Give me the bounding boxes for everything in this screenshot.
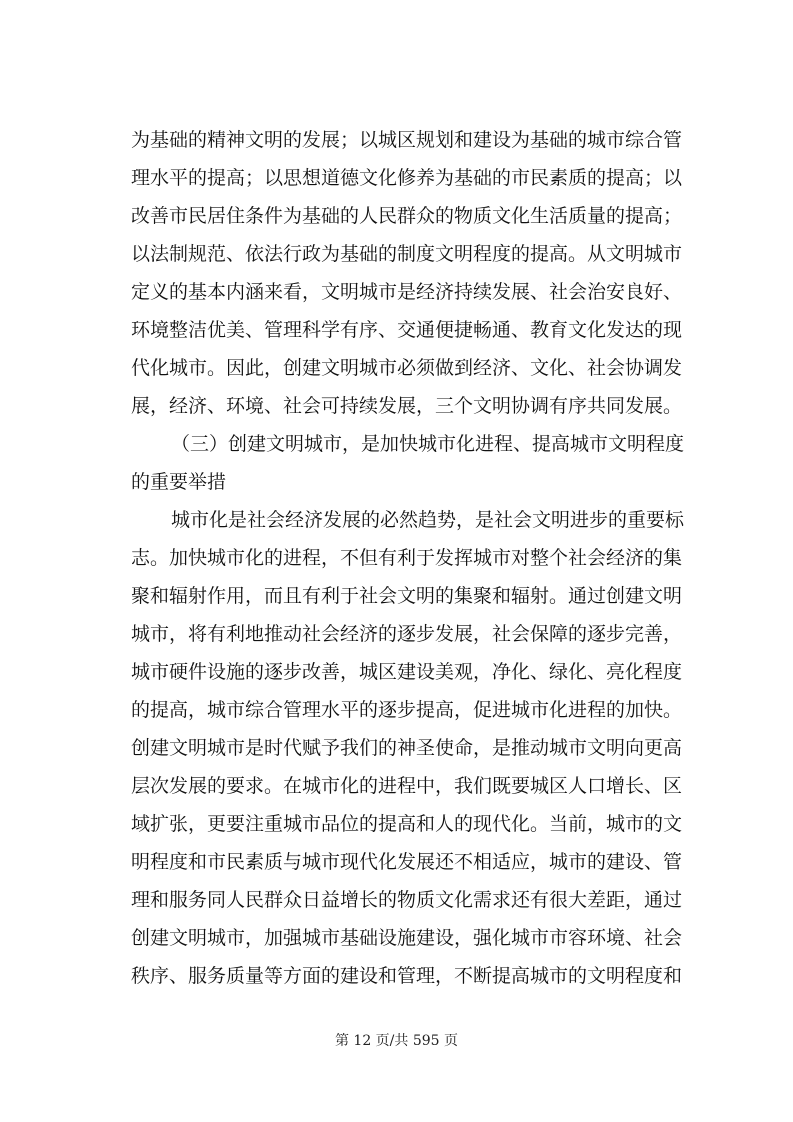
text-line: 理水平的提高；以思想道德文化修养为基础的市民素质的提高；以 <box>131 167 683 189</box>
text-line: 秩序、服务质量等方面的建设和管理，不断提高城市的文明程度和 <box>131 965 683 987</box>
text-line: 城市硬件设施的逐步改善，城区建设美观，净化、绿化、亮化程度 <box>131 661 683 683</box>
text-line: 明程度和市民素质与城市现代化发展还不相适应，城市的建设、管 <box>131 851 683 873</box>
text-line: 展，经济、环境、社会可持续发展，三个文明协调有序共同发展。 <box>131 395 683 417</box>
text-line: 定义的基本内涵来看，文明城市是经济持续发展、社会治安良好、 <box>131 281 683 303</box>
page-number-footer: 第 12 页/共 595 页 <box>334 1033 459 1049</box>
text-line: 聚和辐射作用，而且有利于社会文明的集聚和辐射。通过创建文明 <box>131 585 683 607</box>
section-heading-continuation: 的重要举措 <box>131 471 227 493</box>
text-line: 改善市民居住条件为基础的人民群众的物质文化生活质量的提高； <box>131 205 683 227</box>
text-line: 代化城市。因此，创建文明城市必须做到经济、文化、社会协调发 <box>131 357 683 379</box>
text-line: 创建文明城市是时代赋予我们的神圣使命，是推动城市文明向更高 <box>131 737 683 759</box>
text-line: 志。加快城市化的进程，不但有利于发挥城市对整个社会经济的集 <box>131 547 683 569</box>
text-line: 城市，将有利地推动社会经济的逐步发展，社会保障的逐步完善， <box>131 623 683 645</box>
text-line: 以法制规范、依法行政为基础的制度文明程度的提高。从文明城市 <box>131 243 683 265</box>
text-line: 层次发展的要求。在城市化的进程中，我们既要城区人口增长、区 <box>131 775 683 797</box>
text-line: 环境整洁优美、管理科学有序、交通便捷畅通、教育文化发达的现 <box>131 319 683 341</box>
text-line: 的提高，城市综合管理水平的逐步提高，促进城市化进程的加快。 <box>131 699 683 721</box>
text-line: 为基础的精神文明的发展；以城区规划和建设为基础的城市综合管 <box>131 129 683 151</box>
text-line: 创建文明城市，加强城市基础设施建设，强化城市市容环境、社会 <box>131 927 683 949</box>
text-line: 域扩张，更要注重城市品位的提高和人的现代化。当前，城市的文 <box>131 813 683 835</box>
paragraph-first-line: 城市化是社会经济发展的必然趋势，是社会文明进步的重要标 <box>171 509 685 531</box>
text-line: 理和服务同人民群众日益增长的物质文化需求还有很大差距，通过 <box>131 889 683 911</box>
section-heading: （三）创建文明城市，是加快城市化进程、提高城市文明程度 <box>171 433 685 455</box>
